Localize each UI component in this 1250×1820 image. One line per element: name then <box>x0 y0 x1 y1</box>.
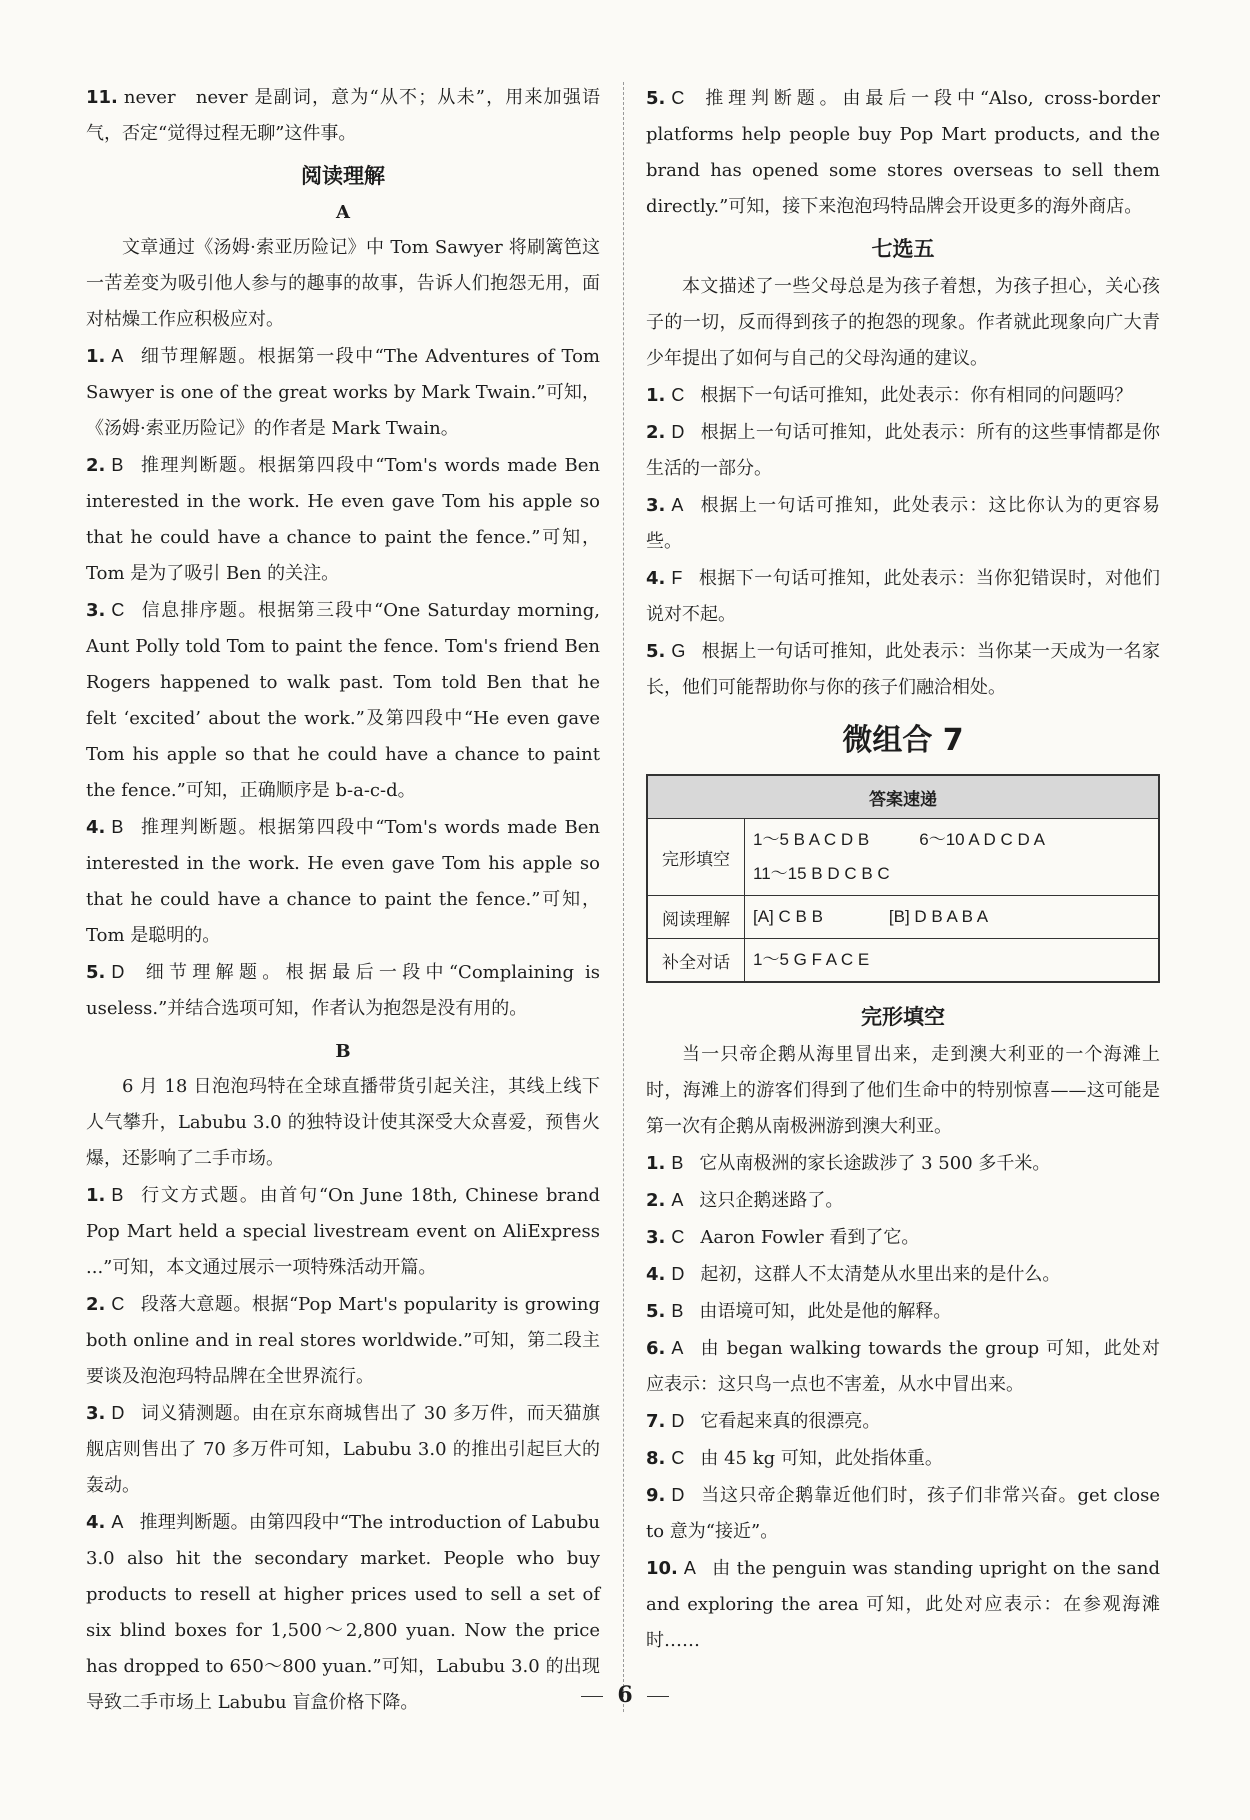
answer-row-reading <box>647 896 1159 939</box>
item-answer: D <box>671 1485 685 1505</box>
answer-item <box>646 1477 1160 1550</box>
item-number: 5. <box>646 88 666 109</box>
group-title: 微组合 7 <box>842 723 964 758</box>
item-answer: D <box>111 1403 125 1423</box>
item-text: 这只企鹅迷路了。 <box>699 1190 844 1211</box>
item-number: 6. <box>646 1338 666 1359</box>
item-answer: C <box>671 1448 685 1468</box>
item-number: 1. <box>86 346 106 367</box>
answer-item <box>86 447 600 592</box>
answer-item <box>646 1182 1160 1219</box>
item-answer: D <box>671 1264 685 1284</box>
item-text: 段落大意题。根据“Pop Mart's popularity is growing both online and in real stores worldwide.”可知，第二段主要谈及泡泡玛特品牌在全世界流行。 <box>86 1294 600 1387</box>
item-text: 推理判断题。由最后一段中“Also, cross-border platforms help people buy Pop Mart products, and the brand has opened some stores overseas to sell them directly.”可知，接下来泡泡玛特品牌会开设更多的海外商店。 <box>646 88 1160 217</box>
passage-a-summary: 文章通过《汤姆·索亚历险记》中 Tom Sawyer 将刷篱笆这一苦差变为吸引他人参与的趣事的故事，告诉人们抱怨无用，面对枯燥工作应积极应对。 <box>86 237 600 330</box>
item-number: 2. <box>646 422 666 443</box>
item-text: 根据上一句话可推知，此处表示：所有的这些事情都是你生活的一部分。 <box>646 422 1160 479</box>
item-number: 1. <box>646 1153 666 1174</box>
item-number: 10. <box>646 1558 678 1579</box>
item-number: 9. <box>646 1485 666 1506</box>
answer-item <box>646 1550 1160 1659</box>
item-answer: D <box>671 1411 685 1431</box>
left-column <box>86 80 600 1721</box>
item-number: 4. <box>86 1512 106 1533</box>
item-text: 它看起来真的很漂亮。 <box>700 1411 881 1432</box>
answer-item <box>646 1256 1160 1293</box>
page-number: 6 <box>617 1682 633 1708</box>
right-column <box>646 80 1160 1659</box>
item-number: 3. <box>646 495 666 516</box>
seven-items <box>646 377 1160 706</box>
item-number: 2. <box>646 1190 666 1211</box>
item-text: 由 began walking towards the group 可知，此处对应表示：这只鸟一点也不害羞，从水中冒出来。 <box>646 1338 1160 1395</box>
passage-b-items <box>86 1177 600 1721</box>
item-number: 4. <box>646 568 666 589</box>
item-answer: G <box>671 641 686 661</box>
item-11 <box>86 80 600 152</box>
item-text: 根据上一句话可推知，此处表示：这比你认为的更容易些。 <box>646 495 1160 552</box>
passage-b-item-5 <box>646 80 1160 225</box>
passage-b-label: B <box>335 1041 351 1062</box>
answer-range: 1～5 B A C D B <box>753 830 870 849</box>
item-text: 由 45 kg 可知，此处指体重。 <box>700 1448 943 1469</box>
answer-item <box>646 1219 1160 1256</box>
answer-item <box>86 592 600 809</box>
answer-table-header: 答案速递 <box>647 775 1159 819</box>
row-label: 阅读理解 <box>647 896 745 939</box>
answer-item <box>86 954 600 1027</box>
answer-item <box>646 377 1160 414</box>
item-answer: C <box>111 600 125 620</box>
item-text: never never 是副词，意为“从不；从未”，用来加强语气，否定“觉得过程无聊”这件事。 <box>86 87 600 144</box>
item-answer: D <box>671 422 685 442</box>
item-number: 3. <box>646 1227 666 1248</box>
item-number: 3. <box>86 600 106 621</box>
item-number: 5. <box>86 962 106 983</box>
item-text: 信息排序题。根据第三段中“One Saturday morning, Aunt Polly told Tom to paint the fence. Tom's friend Ben Rogers happened to walk past. Tom told Ben that he felt ‘excited’ about the work.”及第四段中“He even gave Tom his apple so that he could have a chance to paint the fence.”可知，正确顺序是 b-a-c-d。 <box>86 600 600 801</box>
answer-item <box>646 1330 1160 1403</box>
item-number: 4. <box>646 1264 666 1285</box>
item-text: 细节理解题。根据第一段中“The Adventures of Tom Sawyer is one of the great works by Mark Twain.”可知，《汤姆·索亚历险记》的作者是 Mark Twain。 <box>86 346 600 439</box>
reading-section-title: 阅读理解 <box>301 164 385 188</box>
item-text: 词义猜测题。由在京东商城售出了 30 多万件，而天猫旗舰店则售出了 70 多万件可知，Labubu 3.0 的推出引起巨大的轰动。 <box>86 1403 600 1496</box>
page-footer <box>0 1682 1250 1708</box>
cloze-items <box>646 1145 1160 1659</box>
column-divider <box>623 82 624 1712</box>
item-text: Aaron Fowler 看到了它。 <box>700 1227 920 1248</box>
cloze-title: 完形填空 <box>861 1005 945 1029</box>
item-answer: A <box>671 1338 684 1358</box>
item-number: 1. <box>646 385 666 406</box>
item-answer: C <box>671 88 685 108</box>
answer-table <box>646 774 1160 983</box>
item-number: 8. <box>646 1448 666 1469</box>
answer-row-cloze <box>647 819 1159 896</box>
answer-item <box>86 1177 600 1286</box>
answer-item <box>646 414 1160 487</box>
answer-range: [A] C B B <box>753 907 823 926</box>
item-text: 推理判断题。由第四段中“The introduction of Labubu 3.0 also hit the secondary market. People who buy products to resell at higher prices used to sell a set of six blind boxes for 1,500～2,800 yuan. Now the price has dropped to 650～800 yuan.”可知，Labubu 3.0 的出现导致二手市场上 Labubu 盲盒价格下降。 <box>86 1512 600 1713</box>
passage-a-items <box>86 338 600 1027</box>
passage-a-label: A <box>336 202 350 223</box>
row-label: 补全对话 <box>647 939 745 983</box>
item-number: 5. <box>646 1301 666 1322</box>
item-answer: C <box>671 385 685 405</box>
item-answer: C <box>671 1227 685 1247</box>
item-number: 11. <box>86 87 118 108</box>
item-answer: B <box>671 1153 684 1173</box>
answer-item <box>86 1395 600 1504</box>
answer-item <box>86 338 600 447</box>
item-answer: A <box>683 1558 696 1578</box>
item-text: 由语境可知，此处是他的解释。 <box>699 1301 952 1322</box>
item-number: 1. <box>86 1185 106 1206</box>
answer-item <box>646 633 1160 706</box>
item-number: 4. <box>86 817 106 838</box>
item-number: 7. <box>646 1411 666 1432</box>
answer-item <box>646 1293 1160 1330</box>
answer-row-dialogue <box>647 939 1159 983</box>
item-answer: B <box>111 1185 124 1205</box>
item-answer: A <box>111 346 124 366</box>
item-answer: A <box>671 495 684 515</box>
item-text: 根据下一句话可推知，此处表示：你有相同的问题吗？ <box>700 385 1133 406</box>
item-number: 2. <box>86 455 106 476</box>
answer-range: 11～15 B D C B C <box>753 864 890 883</box>
item-number: 3. <box>86 1403 106 1424</box>
item-number: 5. <box>646 641 666 662</box>
item-answer: F <box>671 568 683 588</box>
item-text: 行文方式题。由首句“On June 18th, Chinese brand Pop Mart held a special livestream event on AliExpress ...”可知，本文通过展示一项特殊活动开篇。 <box>86 1185 600 1278</box>
item-text: 根据下一句话可推知，此处表示：当你犯错误时，对他们说对不起。 <box>646 568 1160 625</box>
answer-item <box>86 1286 600 1395</box>
cloze-summary: 当一只帝企鹅从海里冒出来，走到澳大利亚的一个海滩上时，海滩上的游客们得到了他们生命中的特别惊喜——这可能是第一次有企鹅从南极洲游到澳大利亚。 <box>646 1044 1160 1137</box>
item-text: 推理判断题。根据第四段中“Tom's words made Ben interested in the work. He even gave Tom his apple so that he could have a chance to paint the fence.”可知，Tom 是为了吸引 Ben 的关注。 <box>86 455 600 584</box>
answer-range: 1～5 G F A C E <box>753 950 870 969</box>
answer-item <box>646 1440 1160 1477</box>
answer-range: [B] D B A B A <box>888 907 989 926</box>
item-answer: B <box>111 817 124 837</box>
item-text: 细节理解题。根据最后一段中“Complaining is useless.”并结合选项可知，作者认为抱怨是没有用的。 <box>86 962 600 1019</box>
seven-summary: 本文描述了一些父母总是为孩子着想，为孩子担心，关心孩子的一切，反而得到孩子的抱怨的现象。作者就此现象向广大青少年提出了如何与自己的父母沟通的建议。 <box>646 276 1160 369</box>
answer-item <box>86 809 600 954</box>
passage-b-summary: 6 月 18 日泡泡玛特在全球直播带货引起关注，其线上线下人气攀升，Labubu 3.0 的独特设计使其深受大众喜爱，预售火爆，还影响了二手市场。 <box>86 1076 600 1169</box>
item-text: 它从南极洲的家长途跋涉了 3 500 多千米。 <box>699 1153 1051 1174</box>
answer-range: 6～10 A D C D A <box>919 830 1045 849</box>
item-number: 2. <box>86 1294 106 1315</box>
answer-item <box>646 487 1160 560</box>
answer-item <box>646 1145 1160 1182</box>
item-answer: D <box>111 962 125 982</box>
seven-choose-five-title: 七选五 <box>871 237 935 261</box>
item-text: 由 the penguin was standing upright on the sand and exploring the area 可知，此处对应表示：在参观海滩时…… <box>646 1558 1160 1651</box>
item-text: 当这只帝企鹅靠近他们时，孩子们非常兴奋。get close to 意为“接近”。 <box>646 1485 1160 1542</box>
item-answer: A <box>111 1512 124 1532</box>
row-label: 完形填空 <box>647 819 745 896</box>
item-text: 起初，这群人不太清楚从水里出来的是什么。 <box>700 1264 1061 1285</box>
item-answer: C <box>111 1294 125 1314</box>
answer-item <box>646 1403 1160 1440</box>
answer-item <box>646 560 1160 633</box>
item-answer: A <box>671 1190 684 1210</box>
item-text: 根据上一句话可推知，此处表示：当你某一天成为一名家长，他们可能帮助你与你的孩子们融洽相处。 <box>646 641 1160 698</box>
item-answer: B <box>671 1301 684 1321</box>
item-answer: B <box>111 455 124 475</box>
item-text: 推理判断题。根据第四段中“Tom's words made Ben interested in the work. He even gave Tom his apple so that he could have a chance to paint the fence.”可知，Tom 是聪明的。 <box>86 817 600 946</box>
